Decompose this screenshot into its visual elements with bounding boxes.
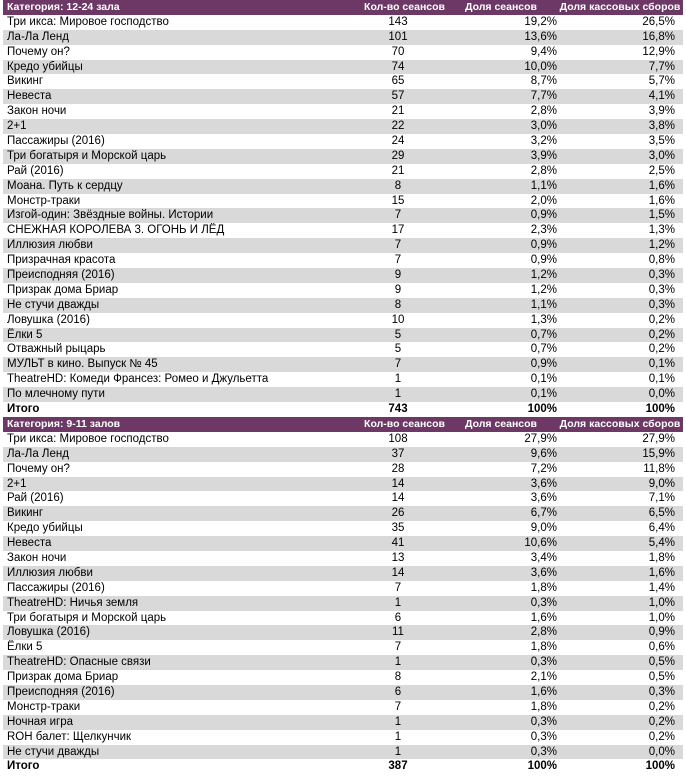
total-row (3, 402, 683, 417)
cell-share-sessions: 8,7% (530, 75, 557, 88)
cell-sessions: 1 (394, 730, 402, 743)
cell-share-boxoffice: 0,3% (648, 298, 675, 311)
cell-title: Три икса: Мировое господство (7, 15, 169, 28)
cell-share-sessions: 2,0% (530, 194, 557, 207)
cell-share-sessions: 1,1% (530, 298, 557, 311)
table-row (3, 342, 683, 357)
cell-share-boxoffice: 0,5% (648, 671, 675, 684)
cell-share-sessions: 1,6% (530, 611, 557, 624)
cell-share-boxoffice: 3,9% (648, 105, 675, 118)
cell-share-boxoffice: 0,3% (648, 269, 675, 282)
cell-title: Призрак дома Бриар (7, 671, 119, 684)
cell-sessions: 35 (391, 522, 405, 535)
table-9-11-halls (3, 417, 683, 774)
cell-title: 2+1 (7, 120, 27, 133)
table-row (3, 745, 683, 760)
table-row (3, 536, 683, 551)
cell-share-sessions: 0,3% (530, 730, 557, 743)
table-row (3, 730, 683, 745)
table-row (3, 715, 683, 730)
cell-share-sessions: 3,4% (530, 551, 557, 564)
table-row (3, 700, 683, 715)
cell-sessions: 6 (394, 685, 402, 698)
cell-sessions: 10 (391, 313, 405, 326)
header-category: Категория: 12-24 зала (7, 1, 120, 13)
table-row (3, 179, 683, 194)
table-row (3, 387, 683, 402)
cell-title: Викинг (7, 507, 44, 520)
header-share-sessions: Доля сеансов (464, 417, 538, 430)
table-row (3, 298, 683, 313)
cell-title: Иллюзия любви (7, 239, 93, 252)
cell-share-sessions: 0,9% (530, 209, 557, 222)
table-row (3, 655, 683, 670)
cell-share-boxoffice: 0,2% (648, 328, 675, 341)
cell-share-boxoffice: 9,0% (648, 477, 675, 490)
cell-sessions: 74 (391, 60, 405, 73)
table-row (3, 566, 683, 581)
cell-title: TheatreHD: Опасные связи (7, 656, 151, 669)
cell-title: TheatreHD: Ничья земля (7, 596, 139, 609)
cell-sessions: 101 (388, 30, 408, 43)
cell-share-sessions: 3,9% (530, 149, 557, 162)
cell-share-boxoffice: 26,5% (642, 15, 675, 28)
cell-sessions: 6 (394, 611, 402, 624)
cell-share-sessions: 0,3% (530, 596, 557, 609)
cell-share-sessions: 3,0% (530, 120, 557, 133)
cell-sessions: 1 (394, 373, 402, 386)
cell-sessions: 21 (391, 164, 405, 177)
cell-share-sessions: 0,9% (530, 254, 557, 267)
table-row (3, 134, 683, 149)
cell-title: Ловушка (2016) (7, 626, 90, 639)
cell-title: Иллюзия любви (7, 566, 93, 579)
table-12-24-halls (3, 0, 683, 417)
table-row (3, 551, 683, 566)
cell-sessions: 8 (394, 298, 402, 311)
cell-share-sessions: 6,7% (530, 507, 557, 520)
table-header (3, 0, 683, 15)
cell-share-sessions: 2,8% (530, 105, 557, 118)
cell-title: По млечному пути (7, 388, 105, 401)
cell-sessions: 14 (391, 492, 405, 505)
cell-share-sessions: 0,9% (530, 358, 557, 371)
cell-sessions: 7 (394, 358, 402, 371)
cell-share-sessions: 3,2% (530, 135, 557, 148)
total-row (3, 759, 683, 774)
cell-title: 2+1 (7, 477, 27, 490)
cell-sessions: 8 (394, 179, 402, 192)
cell-title: МУЛЬТ в кино. Выпуск № 45 (7, 358, 158, 371)
cell-title: Ловушка (2016) (7, 313, 90, 326)
cell-title: Ла-Ла Ленд (7, 30, 69, 43)
cell-sessions: 22 (391, 120, 405, 133)
header-share-sessions: Доля сеансов (464, 1, 538, 13)
header-category: Категория: 9-11 залов (7, 417, 121, 430)
cell-title: Ла-Ла Ленд (7, 447, 69, 460)
tables-container (3, 0, 683, 774)
cell-share-boxoffice: 0,5% (648, 656, 675, 669)
cell-share-sessions: 2,1% (530, 671, 557, 684)
cell-share-boxoffice: 11,8% (643, 462, 675, 475)
cell-title: Отважный рыцарь (7, 343, 106, 356)
cell-title: Призрак дома Бриар (7, 283, 119, 296)
cell-share-boxoffice: 0,3% (648, 283, 675, 296)
cell-share-sessions: 0,3% (530, 745, 557, 758)
cell-sessions: 9 (394, 283, 402, 296)
cell-share-sessions: 7,7% (530, 90, 557, 103)
cell-share-sessions: 1,6% (530, 685, 557, 698)
table-row (3, 581, 683, 596)
cell-share-boxoffice: 3,8% (648, 120, 675, 133)
table-row (3, 625, 683, 640)
table-row (3, 283, 683, 298)
cell-share-sessions: 1,2% (530, 283, 557, 296)
cell-share-sessions: 0,7% (530, 343, 557, 356)
cell-title: Невеста (7, 90, 52, 103)
cell-share-boxoffice: 4,1% (648, 90, 675, 103)
cell-share-sessions: 1,3% (530, 313, 557, 326)
cell-sessions: 41 (391, 537, 405, 550)
cell-title: Закон ночи (7, 551, 67, 564)
table-row (3, 30, 683, 45)
cell-share-boxoffice: 0,2% (648, 730, 675, 743)
cell-title: СНЕЖНАЯ КОРОЛЕВА 3. ОГОНЬ И ЛЁД (7, 224, 225, 237)
cell-share-boxoffice: 1,0% (648, 596, 675, 609)
cell-share-sessions: 0,3% (530, 656, 557, 669)
header-share-boxoffice: Доля кассовых сборов (559, 1, 681, 13)
table-row (3, 45, 683, 60)
cell-share-sessions: 27,9% (524, 432, 557, 445)
cell-share-boxoffice: 0,6% (648, 641, 675, 654)
cell-title: Рай (2016) (7, 164, 64, 177)
cell-share-boxoffice: 5,4% (648, 537, 675, 550)
table-row (3, 685, 683, 700)
table-row (3, 60, 683, 75)
cell-sessions: 7 (394, 581, 402, 594)
cell-share-boxoffice: 15,9% (642, 447, 675, 460)
cell-share-boxoffice: 12,9% (642, 45, 675, 58)
cell-title: Невеста (7, 537, 52, 550)
cell-share-boxoffice: 16,8% (642, 30, 675, 43)
cell-share-boxoffice: 5,7% (648, 75, 675, 88)
cell-share-sessions: 10,0% (524, 60, 557, 73)
cell-sessions: 9 (394, 269, 402, 282)
total-title: Итого (7, 760, 40, 773)
table-row (3, 253, 683, 268)
cell-title: Почему он? (7, 45, 70, 58)
cell-share-sessions: 1,8% (530, 581, 557, 594)
cell-title: Три икса: Мировое господство (7, 432, 169, 445)
cell-sessions: 14 (391, 477, 405, 490)
cell-share-boxoffice: 0,2% (648, 313, 675, 326)
table-row (3, 164, 683, 179)
table-row (3, 119, 683, 134)
cell-share-sessions: 13,6% (524, 30, 557, 43)
cell-title: Ёлки 5 (7, 641, 43, 654)
table-row (3, 313, 683, 328)
cell-share-boxoffice: 7,1% (648, 492, 675, 505)
cell-share-boxoffice: 0,8% (648, 254, 675, 267)
cell-title: Пассажиры (2016) (7, 581, 105, 594)
cell-title: Монстр-траки (7, 700, 81, 713)
table-row (3, 372, 683, 387)
table-row (3, 223, 683, 238)
cell-title: Три богатыря и Морской царь (7, 611, 167, 624)
cell-sessions: 17 (391, 224, 405, 237)
cell-title: Ночная игра (7, 715, 74, 728)
cell-share-sessions: 2,8% (530, 164, 557, 177)
total-sessions: 743 (388, 403, 408, 416)
cell-share-boxoffice: 0,3% (648, 685, 675, 698)
cell-share-sessions: 7,2% (530, 462, 557, 475)
cell-share-boxoffice: 1,4% (648, 581, 675, 594)
cell-title: ROH балет: Щелкунчик (7, 730, 132, 743)
table-row (3, 328, 683, 343)
cell-title: Изгой-один: Звёздные войны. Истории (7, 209, 214, 222)
table-row (3, 640, 683, 655)
cell-share-sessions: 0,3% (530, 715, 557, 728)
cell-share-sessions: 0,9% (530, 239, 557, 252)
cell-sessions: 24 (391, 135, 405, 148)
table-row (3, 432, 683, 447)
cell-share-sessions: 0,7% (530, 328, 557, 341)
cell-title: Закон ночи (7, 105, 67, 118)
cell-sessions: 1 (394, 388, 402, 401)
cell-share-sessions: 9,0% (530, 522, 557, 535)
table-row (3, 477, 683, 492)
cell-sessions: 11 (392, 626, 404, 639)
cell-sessions: 1 (394, 656, 402, 669)
cell-share-boxoffice: 0,2% (648, 700, 675, 713)
cell-share-sessions: 9,4% (530, 45, 557, 58)
cell-share-sessions: 10,6% (524, 537, 557, 550)
table-row (3, 208, 683, 223)
cell-title: Рай (2016) (7, 492, 64, 505)
table-row (3, 447, 683, 462)
cell-sessions: 108 (388, 432, 408, 445)
cell-share-boxoffice: 0,1% (648, 373, 675, 386)
cell-title: Викинг (7, 75, 44, 88)
cell-share-sessions: 9,6% (530, 447, 557, 460)
cell-sessions: 1 (394, 715, 402, 728)
table-row (3, 149, 683, 164)
cell-share-boxoffice: 1,8% (648, 551, 675, 564)
cell-title: Почему он? (7, 462, 70, 475)
cell-share-boxoffice: 1,2% (648, 239, 675, 252)
cell-share-boxoffice: 0,2% (648, 715, 675, 728)
cell-share-boxoffice: 1,0% (648, 611, 675, 624)
cell-sessions: 28 (391, 462, 405, 475)
cell-sessions: 37 (391, 447, 405, 460)
cell-share-sessions: 2,8% (530, 626, 557, 639)
table-row (3, 194, 683, 209)
cell-share-boxoffice: 1,5% (648, 209, 675, 222)
cell-share-boxoffice: 1,6% (648, 179, 675, 192)
cell-title: Три богатыря и Морской царь (7, 149, 167, 162)
cell-share-boxoffice: 0,1% (648, 358, 675, 371)
total-share-sessions: 100% (527, 403, 557, 416)
table-row (3, 491, 683, 506)
cell-title: Преисподняя (2016) (7, 685, 115, 698)
cell-share-sessions: 19,2% (524, 15, 557, 28)
cell-sessions: 21 (391, 105, 405, 118)
header-share-boxoffice: Доля кассовых сборов (559, 417, 681, 430)
cell-title: Призрачная красота (7, 254, 116, 267)
cell-sessions: 15 (391, 194, 405, 207)
cell-sessions: 143 (388, 15, 408, 28)
cell-sessions: 1 (394, 745, 402, 758)
cell-share-boxoffice: 1,6% (648, 566, 675, 579)
cell-sessions: 7 (394, 700, 402, 713)
cell-title: Кредо убийцы (7, 60, 83, 73)
cell-sessions: 5 (394, 328, 402, 341)
cell-share-sessions: 0,1% (530, 388, 557, 401)
header-sessions: Кол-во сеансов (364, 1, 445, 13)
cell-share-sessions: 1,1% (530, 179, 557, 192)
header-sessions: Кол-во сеансов (364, 417, 445, 430)
cell-share-sessions: 3,6% (530, 566, 557, 579)
cell-share-boxoffice: 6,5% (648, 507, 675, 520)
cell-sessions: 26 (391, 507, 405, 520)
cell-sessions: 14 (391, 566, 405, 579)
table-row (3, 104, 683, 119)
cell-share-sessions: 1,8% (530, 700, 557, 713)
cell-share-sessions: 3,6% (530, 477, 557, 490)
cell-sessions: 29 (391, 149, 405, 162)
cell-title: Кредо убийцы (7, 522, 83, 535)
table-row (3, 462, 683, 477)
table-row (3, 74, 683, 89)
cell-share-boxoffice: 0,9% (648, 626, 675, 639)
table-row (3, 506, 683, 521)
cell-sessions: 7 (394, 239, 402, 252)
cell-share-boxoffice: 7,7% (648, 60, 675, 73)
cell-share-sessions: 1,2% (530, 269, 557, 282)
total-share-boxoffice: 100% (645, 760, 675, 773)
table-row (3, 238, 683, 253)
table-row (3, 268, 683, 283)
cell-sessions: 5 (394, 343, 402, 356)
cell-title: Пассажиры (2016) (7, 135, 105, 148)
cell-title: Моана. Путь к сердцу (7, 179, 123, 192)
table-row (3, 521, 683, 536)
cell-share-boxoffice: 6,4% (648, 522, 675, 535)
cell-sessions: 7 (394, 641, 402, 654)
cell-title: Не стучи дважды (7, 745, 100, 758)
cell-share-sessions: 0,1% (530, 373, 557, 386)
cell-title: Не стучи дважды (7, 298, 100, 311)
cell-title: Преисподняя (2016) (7, 269, 115, 282)
cell-share-sessions: 3,6% (530, 492, 557, 505)
cell-share-sessions: 1,8% (530, 641, 557, 654)
cell-sessions: 7 (394, 254, 402, 267)
total-title: Итого (7, 403, 40, 416)
cell-sessions: 7 (394, 209, 402, 222)
total-share-sessions: 100% (527, 760, 557, 773)
cell-share-boxoffice: 3,5% (648, 135, 675, 148)
cell-title: TheatreHD: Комеди Франсез: Ромео и Джульетта (7, 373, 269, 386)
cell-share-boxoffice: 3,0% (648, 149, 675, 162)
cell-share-boxoffice: 1,3% (648, 224, 675, 237)
table-row (3, 596, 683, 611)
cell-title: Ёлки 5 (7, 328, 43, 341)
cell-sessions: 8 (394, 671, 402, 684)
table-row (3, 89, 683, 104)
cell-share-boxoffice: 0,0% (648, 388, 675, 401)
table-row (3, 611, 683, 626)
cell-share-boxoffice: 27,9% (642, 432, 675, 445)
cell-share-boxoffice: 1,6% (648, 194, 675, 207)
table-row (3, 15, 683, 30)
cell-sessions: 57 (391, 90, 405, 103)
total-sessions: 387 (388, 760, 408, 773)
table-header (3, 417, 683, 432)
total-share-boxoffice: 100% (645, 403, 675, 416)
cell-sessions: 65 (391, 75, 405, 88)
table-row (3, 670, 683, 685)
cell-sessions: 13 (391, 551, 405, 564)
cell-share-boxoffice: 0,0% (648, 745, 675, 758)
cell-share-sessions: 2,3% (530, 224, 557, 237)
cell-share-boxoffice: 0,2% (648, 343, 675, 356)
cell-sessions: 70 (391, 45, 405, 58)
page (3, 0, 683, 774)
cell-title: Монстр-траки (7, 194, 81, 207)
cell-sessions: 1 (394, 596, 402, 609)
table-row (3, 357, 683, 372)
cell-share-boxoffice: 2,5% (648, 164, 675, 177)
